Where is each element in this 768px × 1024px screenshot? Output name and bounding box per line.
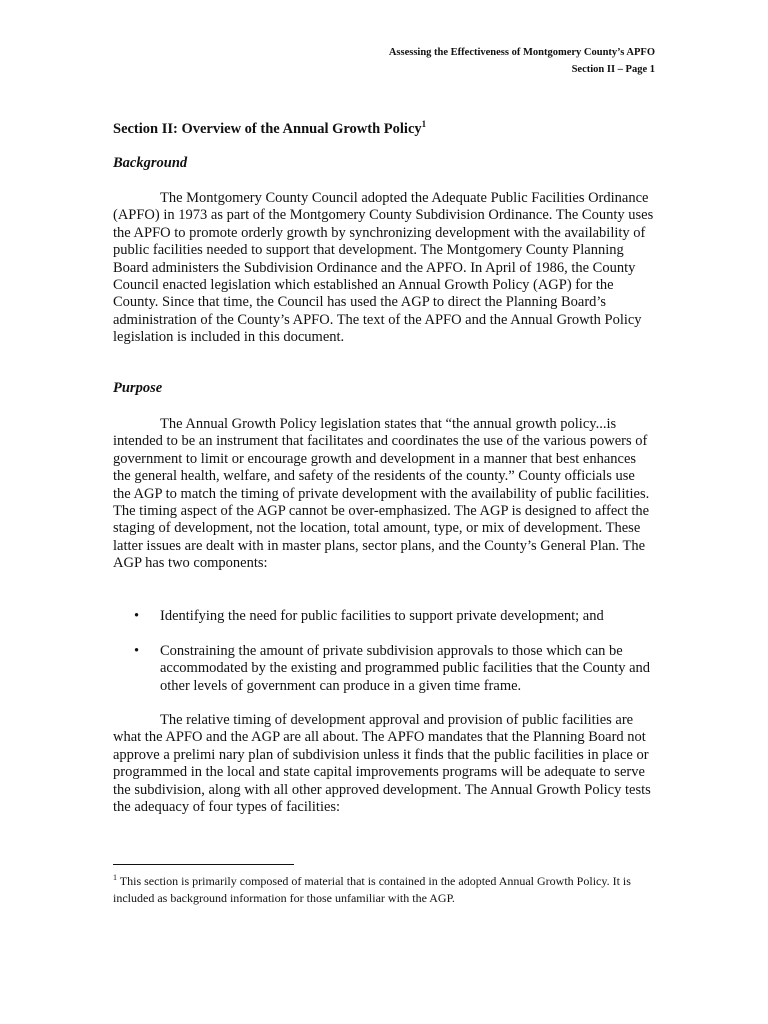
running-header: [389, 44, 655, 78]
footnote-mark: 1: [113, 873, 117, 882]
list-item-text: Constraining the amount of private subdivision approvals to those which can be accommodated by the existing and programmed public facilities that the County and other levels of government can produce in a given time frame.: [160, 643, 651, 694]
header-page-number: Section II – Page 1: [571, 64, 655, 75]
section-title: [113, 121, 426, 138]
header-title: Assessing the Effectiveness of Montgomery County’s APFO: [388, 47, 655, 58]
footnote-text: This section is primarily composed of material that is contained in the adopted Annual Growth Policy. It is included as background information for those unfamiliar with the AGP.: [113, 874, 631, 905]
list-item: [113, 608, 655, 625]
bullet-icon: •: [134, 608, 140, 624]
footnote-divider: [113, 864, 294, 865]
component-list: [113, 608, 655, 625]
purpose-paragraph: The Annual Growth Policy legislation states that “the annual growth policy...is intended to be an instrument that facilitates and coordinates the use of the various powers of government to limit or encourage growth and development in a manner that best enhances the general health, welfare, and safety of the residents of the county.” County officials use the AGP to match the timing of private development with the availability of public facilities. The timing aspect of the AGP cannot be over-emphasized. The AGP is designed to affect the staging of development, not the location, total amount, type, or mix of development. These latter issues are dealt with in master plans, sector plans, and the County’s General Plan. The AGP has two components:: [113, 416, 650, 572]
footnote: [113, 873, 661, 907]
bullet-icon: •: [134, 643, 140, 659]
section-title-text: Section II: Overview of the Annual Growth Policy: [113, 121, 422, 137]
background-heading: Background: [113, 155, 188, 171]
timing-paragraph: The relative timing of development approval and provision of public facilities are what the APFO and the AGP are all about. The APFO mandates that the Planning Board not approve a prelimi nary plan of subdivision unless it finds that the public facilities in place or programmed in the local and state capital improvements programs will be adequate to serve the subdivision, along with all other approved development. The Annual Growth Policy tests the adequacy of four types of facilities:: [113, 712, 651, 816]
purpose-heading: Purpose: [113, 380, 163, 396]
list-item: [113, 643, 655, 695]
list-item-text: Identifying the need for public facilities to support private development; and: [160, 608, 604, 624]
footnote-reference: 1: [421, 119, 427, 129]
background-paragraph: The Montgomery County Council adopted the Adequate Public Facilities Ordinance (APFO) in 1973 as part of the Montgomery County Subdivision Ordinance. The County uses the APFO to promote orderly growth by synchronizing development with the availability of public facilities needed to support that development. The Montgomery County Planning Board administers the Subdivision Ordinance and the APFO. In April of 1986, the County Council enacted legislation which established an Annual Growth Policy (AGP) for the County. Since that time, the Council has used the AGP to direct the Planning Board’s administration of the County’s APFO. The text of the APFO and the Annual Growth Policy legislation is included in this document.: [113, 190, 654, 346]
component-list-continued: [113, 643, 655, 695]
